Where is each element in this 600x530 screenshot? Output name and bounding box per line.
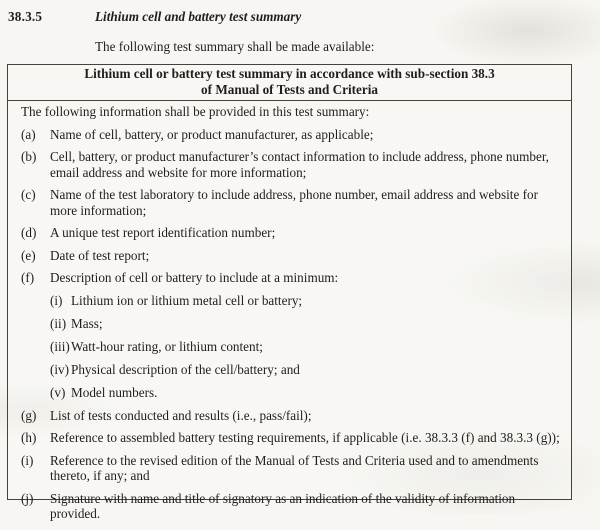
list-item-marker: (h) xyxy=(21,430,37,445)
list-item-marker: (d) xyxy=(21,225,37,240)
list-item-marker: (j) xyxy=(21,490,34,506)
sublist-item-text: Physical description of the cell/battery; and xyxy=(71,362,300,377)
sublist-item xyxy=(50,362,560,378)
sublist-item-text: Watt-hour rating, or lithium content; xyxy=(71,339,263,354)
box-body-intro: The following information shall be provided in this test summary: xyxy=(21,104,370,119)
list-item-text: A unique test report identification number; xyxy=(50,225,276,240)
list-item-marker: (b) xyxy=(21,149,37,164)
list-item-text: Description of cell or battery to include at a minimum: xyxy=(50,270,339,285)
sublist-item-marker: (iv) xyxy=(50,362,70,377)
sublist-item-text: Lithium ion or lithium metal cell or battery; xyxy=(71,293,303,308)
list-item-text: Name of cell, battery, or product manufacturer, as applicable; xyxy=(50,126,374,142)
box-header-line2: of Manual of Tests and Criteria xyxy=(201,82,378,97)
list-item-marker: (f) xyxy=(21,270,35,285)
sublist-item-marker: (v) xyxy=(50,385,66,400)
list-item-marker: (i) xyxy=(21,452,34,468)
sublist-item-marker: (i) xyxy=(50,293,63,308)
list-item-text: Reference to the revised edition of the Manual of Tests and Criteria used and to amendments thereto, if any; and xyxy=(50,452,539,483)
list-item-text: Cell, battery, or product manufacturer’s contact information to include address, phone number, email address and website for more information; xyxy=(50,149,549,180)
list-item xyxy=(21,127,560,143)
list-item-text: List of tests conducted and results (i.e., pass/fail); xyxy=(50,407,312,423)
sublist-item xyxy=(50,316,560,332)
list-item-text: Date of test report; xyxy=(50,247,150,263)
list-item-text: Signature with name and title of signatory as an indication of the validity of information provided. xyxy=(50,490,516,521)
list-item xyxy=(21,491,560,522)
section-heading xyxy=(0,0,600,25)
list-item xyxy=(21,225,560,241)
list-item-text: Name of the test laboratory to include address, phone number, email address and website for more information; xyxy=(50,187,538,218)
sublist-item-text: Mass; xyxy=(71,316,103,331)
list-item xyxy=(21,408,560,424)
list-item xyxy=(21,248,560,264)
test-summary-box xyxy=(7,64,572,521)
list-item xyxy=(21,430,560,446)
section-title: Lithium cell and battery test summary xyxy=(95,9,302,24)
sublist-item xyxy=(50,385,560,401)
list-item xyxy=(21,453,560,484)
list-item-marker: (g) xyxy=(21,407,37,423)
list-item-marker: (c) xyxy=(21,187,36,202)
list-item-marker: (e) xyxy=(21,247,36,263)
list-item xyxy=(21,149,560,180)
sublist-item xyxy=(50,339,560,355)
intro-paragraph: The following test summary shall be made available: xyxy=(95,38,375,54)
box-header xyxy=(8,65,571,101)
sublist-item-marker: (iii) xyxy=(50,339,70,354)
sublist-item xyxy=(50,293,560,309)
box-header-line1: Lithium cell or battery test summary in accordance with sub-section 38.3 xyxy=(84,66,495,81)
sublist xyxy=(50,293,560,401)
list-item-marker: (a) xyxy=(21,126,36,142)
list-item xyxy=(21,270,560,401)
sublist-item-marker: (ii) xyxy=(50,316,67,331)
sublist-item-text: Model numbers. xyxy=(71,385,158,400)
list-item-text: Reference to assembled battery testing requirements, if applicable (i.e. 38.3.3 (f) and 38.3.3 (g)); xyxy=(50,430,560,445)
section-number: 38.3.5 xyxy=(8,9,43,24)
box-body xyxy=(8,101,571,530)
list-item xyxy=(21,187,560,218)
